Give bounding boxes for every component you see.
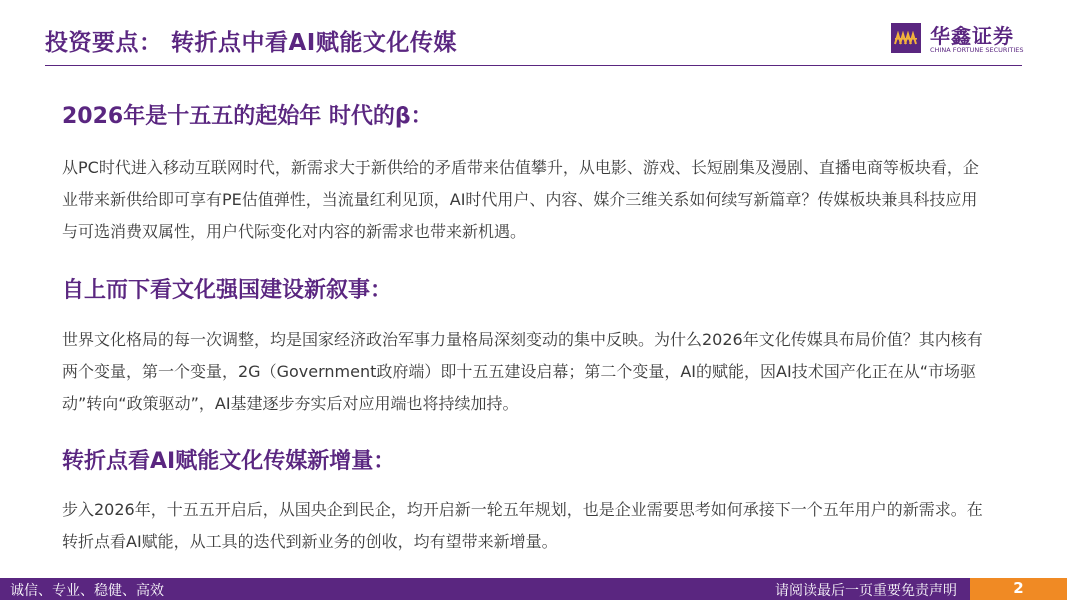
logo-emblem-icon [891,23,921,53]
page-number-box [970,578,1067,600]
section-body-3: 步入2026年，十五五开启后，从国央企到民企，均开启新一轮五年规划，也是企业需要思考如何承接下一个五年用户的新需求。在转折点看AI赋能，从工具的迭代到新业务的创收，均有望带来新增量。 [62,500,983,551]
page-footer [0,578,1067,600]
section-heading-2: 自上而下看文化强国建设新叙事： [62,278,393,303]
company-logo [891,20,1026,58]
logo-name-en: CHINA FORTUNE SECURITIES [930,46,1024,54]
section-body-2: 世界文化格局的每一次调整，均是国家经济政治军事力量格局深刻变动的集中反映。为什么2026年文化传媒具布局价值？其内核有两个变量，第一个变量，2G（Government政府端）即十五五建设启幕；第二个变量，AI的赋能，因AI技术国产化正在从“市场驱动”转向“政策驱动”，AI基建逐步夯实后对应用端也将持续加持。 [62,330,983,413]
section-body-1: 从PC时代进入移动互联网时代，新需求大于新供给的矛盾带来估值攀升，从电影、游戏、长短剧集及漫剧、直播电商等板块看，企业带来新供给即可享有PE估值弹性，当流量红利见顶，AI时代用户、内容、媒介三维关系如何续写新篇章？传媒板块兼具科技应用与可选消费双属性，用户代际变化对内容的新需求也带来新机遇。 [62,158,979,241]
footer-disclaimer: 请阅读最后一页重要免责声明 [775,583,957,599]
page-title: 投资要点： 转折点中看AI赋能文化传媒 [45,30,457,56]
footer-slogan: 诚信、专业、稳健、高效 [10,583,164,599]
section-heading-1: 2026年是十五五的起始年 时代的β： [62,104,433,129]
page-number: 2 [1013,579,1024,597]
header-divider [45,65,1022,66]
logo-name-cn: 华鑫证券 [930,24,1014,48]
section-heading-3: 转折点看AI赋能文化传媒新增量： [62,449,396,474]
